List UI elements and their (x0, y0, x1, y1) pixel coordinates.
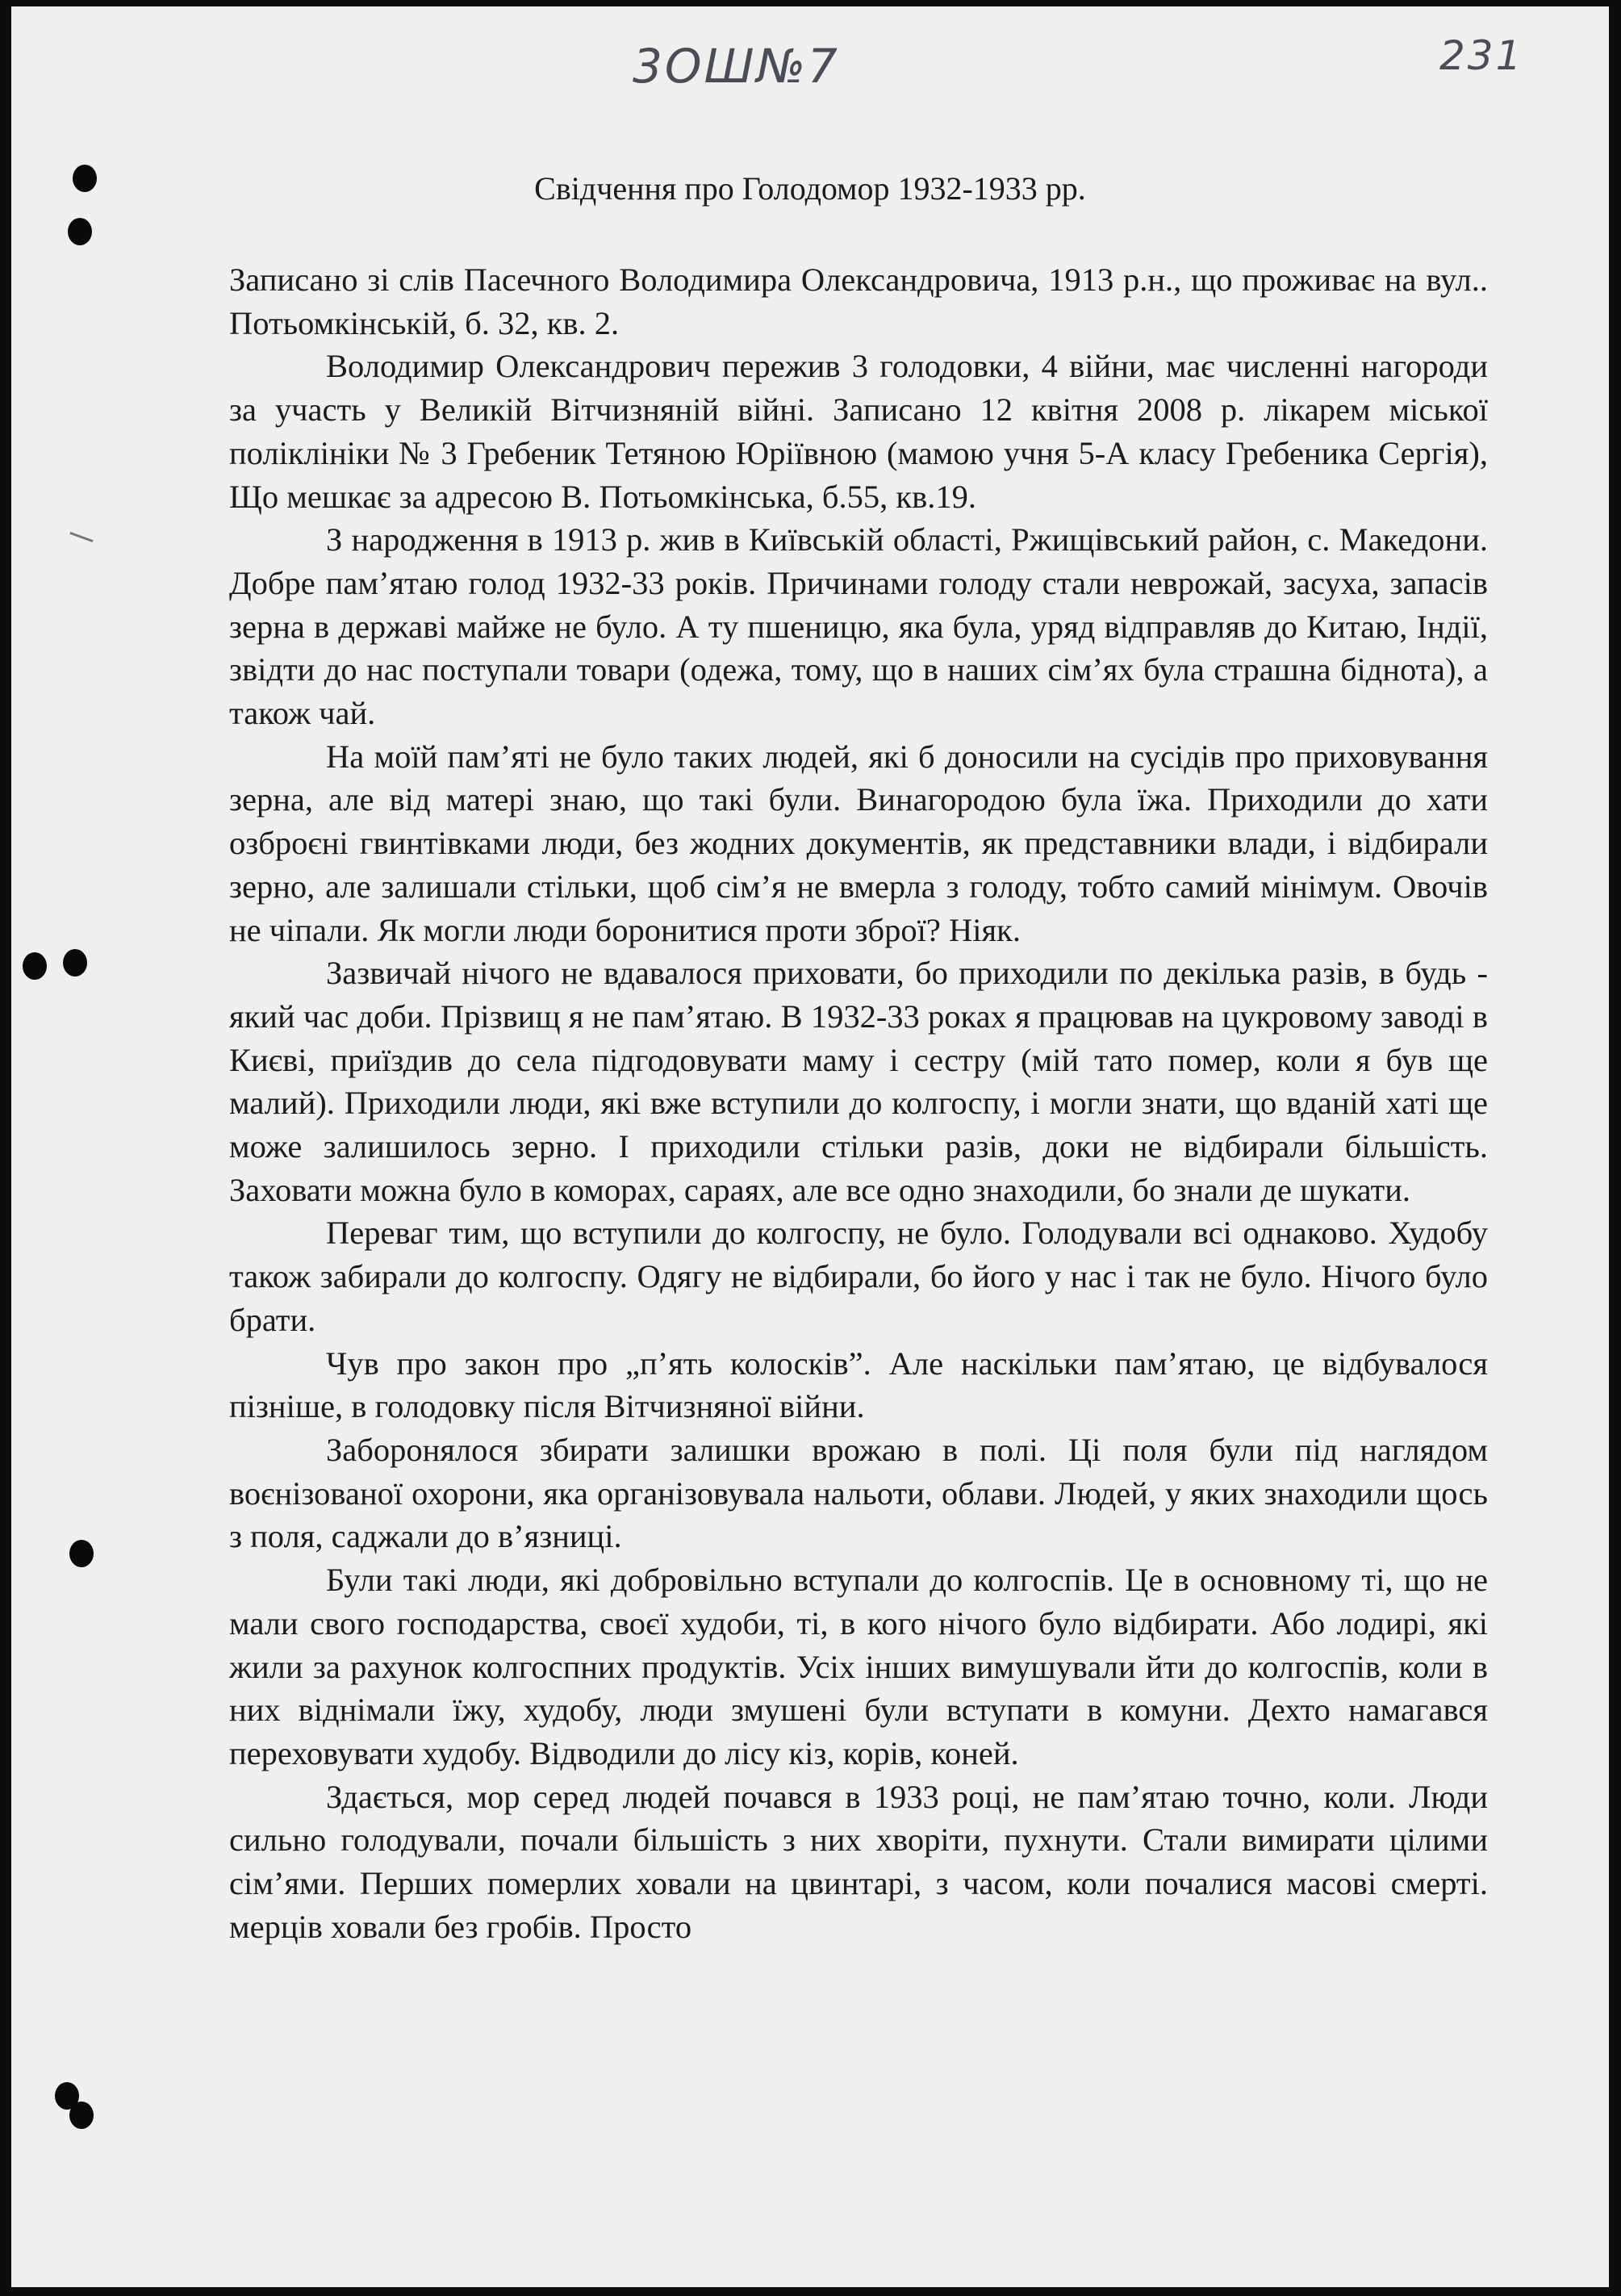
paragraph-5: Зазвичай нічого не вдавалося приховати, бо приходили по декілька разів, в будь - який час доби. Прізвищ я не пам’ятаю. В 1932-33 роках я працював на цукровому заводі в Києві, приїздив до села підгодовувати маму і сестру (мій тато помер, коли я був ще малий). Приходили люди, які вже вступили до колгоспу, і могли знати, що вданій хаті ще може залишилось зерно. І приходили стільки разів, доки не відбирали більшість. Заховати можна було в коморах, сараях, але все одно знаходили, бо знали де шукати. (229, 955, 1488, 1208)
document-page (11, 6, 1609, 2287)
pencil-mark (69, 532, 93, 542)
punch-hole (23, 952, 47, 980)
punch-hole (69, 1540, 94, 1567)
paragraph-10: Здається, мор серед людей почався в 1933 році, не пам’ятаю точно, коли. Люди сильно голодували, почали більшість з них хворіти, пухнути. Стали вимирати цілими сім’ями. Перших померлих ховали на цвинтарі, з часом, коли почалися масові смерті. мерців ховали без гробів. Просто (229, 1778, 1488, 1945)
handwritten-note: 3ОШ№7 (633, 39, 840, 94)
paragraph-1: Записано зі слів Пасечного Володимира Олександровича, 1913 р.н., що проживає на вул.. Потьомкінській, б. 32, кв. 2. (229, 261, 1488, 341)
paragraph-4: На моїй пам’яті не було таких людей, які б доносили на сусідів про приховування зерна, але від матері знаю, що такі були. Винагородою була їжа. Приходили до хати озброєні гвинтівками люди, без жодних документів, як представники влади, і відбирали зерно, але залишали стільки, щоб сім’я не вмерла з голоду, тобто самий мінімум. Овочів не чіпали. Як могли люди боронитися проти зброї? Ніяк. (229, 738, 1488, 948)
punch-hole (63, 949, 87, 977)
document-title: Свідчення про Голодомор 1932-1933 рр. (534, 170, 1086, 207)
punch-hole (68, 218, 92, 245)
paragraph-9: Були такі люди, які добровільно вступали до колгоспів. Це в основному ті, що не мали свого господарства, своєї худоби, ті, в кого нічого було відбирати. Або лодирі, які жили за рахунок колгоспних продуктів. Усіх інших вимушували йти до колгоспів, коли в них віднімали їжу, худобу, люди змушені були вступати в комуни. Дехто намагався переховувати худобу. Відводили до лісу кіз, корів, коней. (229, 1562, 1488, 1771)
punch-hole (69, 2102, 94, 2129)
paragraph-8: Заборонялося збирати залишки врожаю в полі. Ці поля були під наглядом воєнізованої охорони, яка організовувала нальоти, облави. Людей, у яких знаходили щось з поля, саджали до в’язниці. (229, 1431, 1488, 1555)
paragraph-2: Володимир Олександрович пережив 3 голодовки, 4 війни, має численні нагороди за участь у Великій Вітчизняній війні. Записано 12 квітня 2008 р. лікарем міської поліклініки № 3 Гребеник Тетяною Юріївною (мамою учня 5-А класу Гребеника Сергія), Що мешкає за адресою В. Потьомкінська, б.55, кв.19. (229, 348, 1488, 515)
handwritten-page-number: 231 (1439, 32, 1524, 79)
document-body (229, 258, 1488, 1948)
paragraph-6: Переваг тим, що вступили до колгоспу, не було. Голодували всі однаково. Худобу також забирали до колгоспу. Одягу не відбирали, бо його у нас і так не було. Нічого було брати. (229, 1215, 1488, 1338)
paragraph-7: Чув про закон про „п’ять колосків”. Але наскільки пам’ятаю, це відбувалося пізніше, в голодовку після Вітчизняної війни. (229, 1345, 1488, 1425)
paragraph-3: З народження в 1913 р. жив в Київській області, Ржищівський район, с. Македони. Добре пам’ятаю голод 1932-33 років. Причинами голоду стали неврожай, засуха, запасів зерна в державі майже не було. А ту пшеницю, яка була, уряд відправляв до Китаю, Індії, звідти до нас поступали товари (одежа, тому, що в наших сім’ях була страшна біднота), а також чай. (229, 521, 1488, 732)
